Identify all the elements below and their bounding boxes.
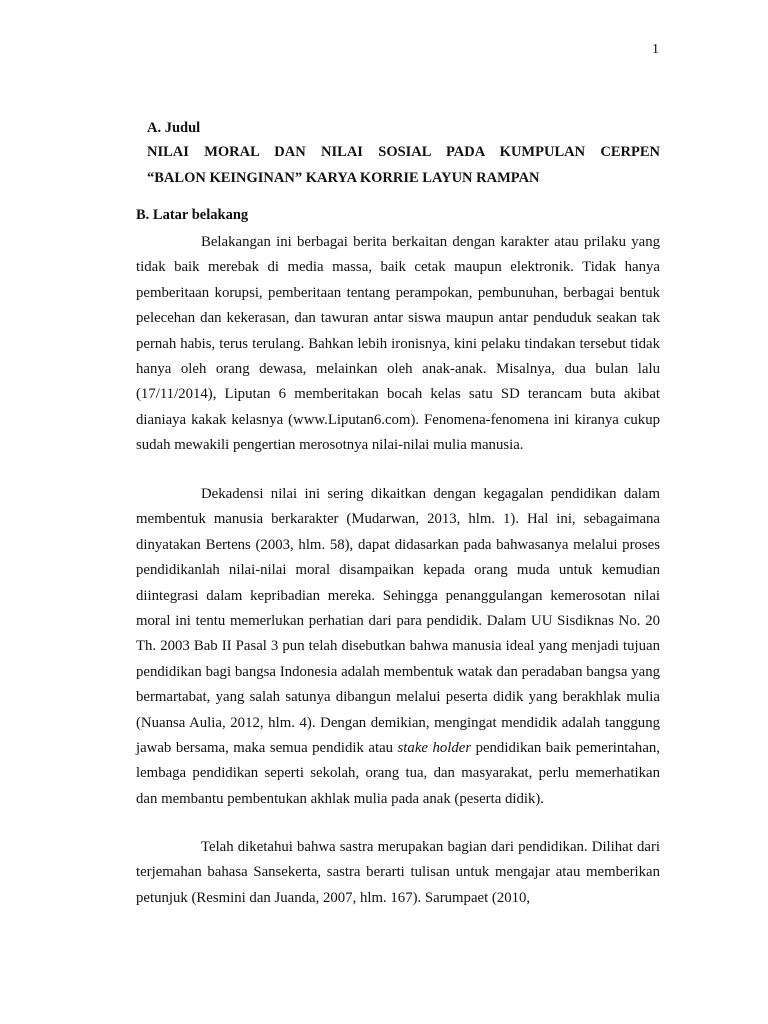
page-number: 1 bbox=[652, 42, 659, 57]
background-paragraph-2 bbox=[136, 482, 660, 812]
stake-holder-italic-term: stake holder bbox=[397, 740, 472, 757]
background-paragraph-1: Belakangan ini berbagai berita berkaitan dengan karakter atau prilaku yang tidak baik merebak di media massa, baik cetak maupun elektronik. Tidak hanya pemberitaan korupsi, pemberitaan tentang perampokan, pembunuhan, berbagai bentuk pelecehan dan kekerasan, dan tawuran antar siswa maupun antar penduduk seakan tak pernah habis, terus terulang. Bahkan lebih ironisnya, kini pelaku tindakan tersebut tidak hanya oleh orang dewasa, melainkan oleh anak-anak. Misalnya, dua bulan lalu (17/11/2014), Liputan 6 memberitakan bocah kelas satu SD terancam buta akibat dianiaya kakak kelasnya (www.Liputan6.com). Fenomena-fenomena ini kiranya cukup sudah mewakili pengertian merosotnya nilai-nilai mulia manusia. bbox=[136, 234, 660, 454]
section-a-heading: A. Judul bbox=[147, 120, 201, 136]
research-title-line-2: “BALON KEINGINAN” KARYA KORRIE LAYUN RAMPAN bbox=[147, 170, 540, 186]
paragraph-2-text-start: Dekadensi nilai ini sering dikaitkan dengan kegagalan pendidikan dalam membentuk manusia berkarakter (Mudarwan, 2013, hlm. 1). Hal ini, sebagaimana dinyatakan Bertens (2003, hlm. 58), dapat didasarkan pada bahwasanya melalui proses pendidikanlah nilai-nilai moral disampaikan kepada orang muda untuk kemudian diintegrasi dalam kepribadian mereka. Sehingga penanggulangan kemerosotan nilai moral ini tentu memerlukan perhatian dari para pendidik. Dalam UU Sisdiknas No. 20 Th. 2003 Bab II Pasal 3 pun telah disebutkan bahwa manusia ideal yang menjadi tujuan pendidikan bagi bangsa Indonesia adalah membentuk watak dan peradaban bangsa yang bermartabat, yang salah satunya dibangun melalui peserta didik yang berakhlak mulia (Nuansa Aulia, 2012, hlm. 4). Dengan demikian, mengingat mendidik adalah tanggung jawab bersama, maka semua pendidik atau bbox=[136, 486, 660, 757]
background-paragraph-3: Telah diketahui bahwa sastra merupakan bagian dari pendidikan. Dilihat dari terjemahan bahasa Sansekerta, sastra berarti tulisan untuk mengajar atau memberikan petunjuk (Resmini dan Juanda, 2007, hlm. 167). Sarumpaet (2010, bbox=[136, 839, 660, 906]
section-b-heading: B. Latar belakang bbox=[136, 207, 249, 223]
research-title-line-1: NILAI MORAL DAN NILAI SOSIAL PADA KUMPULAN CERPEN bbox=[147, 144, 660, 160]
paragraph-2-text-end: pendidikan baik pemerintahan, lembaga pendidikan seperti sekolah, orang tua, dan masyarakat, perlu memerhatikan dan membantu pembentukan akhlak mulia pada anak (peserta didik). bbox=[136, 740, 660, 807]
